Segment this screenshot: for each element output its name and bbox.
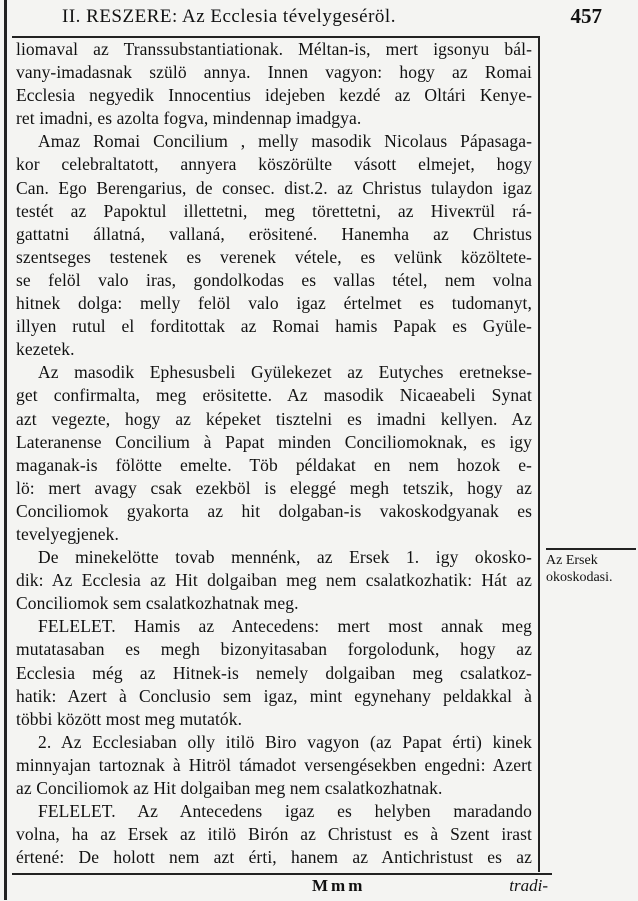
text-line: FELELET. Hamis az Antecedens: mert most annak meg <box>38 616 532 637</box>
text-line: lö: mert avagy csak ezekböl is eleggé megh tetszik, hogy az <box>16 477 532 498</box>
text-line: De minekelötte tovab mennénk, az Ersek 1. igy okosko- <box>38 547 532 568</box>
text-line: vany-imadasnak szülö annya. Innen vagyon: hogy az Romai <box>16 62 532 83</box>
text-line: értené: De holott nem azt érti, hanem az Antichristust es az <box>16 847 532 868</box>
text-line: hitnek dolga: melly felöl valo igaz értelmet es tudomanyt, <box>16 293 532 314</box>
page-header <box>22 4 622 34</box>
text-line: Lateranense Concilium à Papat minden Conciliomoknak, es igy <box>16 431 532 452</box>
text-line: illyen rutul el forditottak az Romai hamis Papak es Gyüle- <box>16 316 532 337</box>
text-line: többi között most meg mutatók. <box>16 708 243 729</box>
page-edge <box>4 0 7 900</box>
text-line: Ecclesia még az Hitnek-is nemely dolgaiban meg csalatkoz- <box>16 662 532 683</box>
text-line: FELELET. Az Antecedens igaz es helyben maradando <box>38 801 532 822</box>
text-line: testét az Papoktul illettetni, meg törettetni, az Hiveктül rá- <box>16 200 532 221</box>
text-line: kezetek. <box>16 339 75 360</box>
signature-mark: Mmm <box>312 876 366 895</box>
text-line: Can. Ego Berengarius, de consec. dist.2. az Christus tulaydon igaz <box>16 177 532 198</box>
running-head: II. RESZERE: Az Ecclesia tévelygeséröl. <box>62 6 396 27</box>
text-line: Ecclesia negyedik Innocentius idejeben kezdé az Oltári Kenye- <box>16 85 532 106</box>
text-line: se felöl valo iras, gondolkodas es vallas tétel, nem volna <box>16 269 532 290</box>
page-footer <box>12 873 552 901</box>
text-line: Az masodik Ephesusbeli Gyülekezet az Eutyches eretnekse- <box>38 362 532 383</box>
margin-note <box>546 548 636 586</box>
page-number: 457 <box>570 4 602 28</box>
text-line: Amaz Romai Concilium , melly masodik Nicolaus Pápasaga- <box>38 131 532 152</box>
text-line: tevelyegjenek. <box>16 523 119 544</box>
text-line: volna, ha az Ersek az itilö Birón az Christust es à Szent irast <box>16 824 532 845</box>
text-line: Conciliomok sem csalatkozhatnak meg. <box>16 593 299 614</box>
text-block <box>12 36 540 872</box>
text-line: liomaval az Transsubstantiationak. Méltan-is, mert igsonyu bál- <box>16 39 532 59</box>
margin-note-line: Az Ersek <box>546 553 598 568</box>
text-line: gattatni állatná, vallaná, erösitené. Hanemha az Christus <box>16 223 532 244</box>
text-line: dik: Az Ecclesia az Hit dolgaiban meg nem csalatkozhatik: Hát az <box>16 570 532 591</box>
text-line: szentseges testenek es verenek vétele, es velünk közöltete- <box>16 246 532 267</box>
margin-note-line: okoskodasi. <box>546 570 613 585</box>
text-line: get confirmalta, meg erösitette. Az masodik Nicaeabeli Synat <box>16 385 532 406</box>
text-line: Conciliomok gyakorta az hit dolgaban-is vakoskodgyanak es <box>16 500 532 521</box>
text-line: kor celebraltatott, annyera köszörülte vásott elmejet, hogy <box>16 154 532 175</box>
text-line: 2. Az Ecclesiaban olly itilö Biro vagyon (az Papat érti) kinek <box>38 731 532 752</box>
catchword: tradi- <box>509 876 548 895</box>
text-line: hatik: Azert à Conclusio sem igaz, mint egynehany peldakkal à <box>16 685 532 706</box>
text-line: maganak-is fölötte emelte. Töb példakat en nem hozok e- <box>16 454 532 475</box>
text-line: az Conciliomok az Hit dolgaiban meg nem csalatkozhatnak. <box>16 778 443 798</box>
text-line: ret imadni, es azolta fogva, mindennap imadgya. <box>16 108 362 129</box>
text-line: mutatasaban es megh bizonyitasaban forgolodunk, hogy az <box>16 639 532 660</box>
text-line: minnyajan tartoznak à Hitröl támadot versengésekben engedni: Azert <box>16 754 532 775</box>
text-line: azt vegezte, hogy az képeket tisztelni es imadni kellyen. Az <box>16 408 532 429</box>
